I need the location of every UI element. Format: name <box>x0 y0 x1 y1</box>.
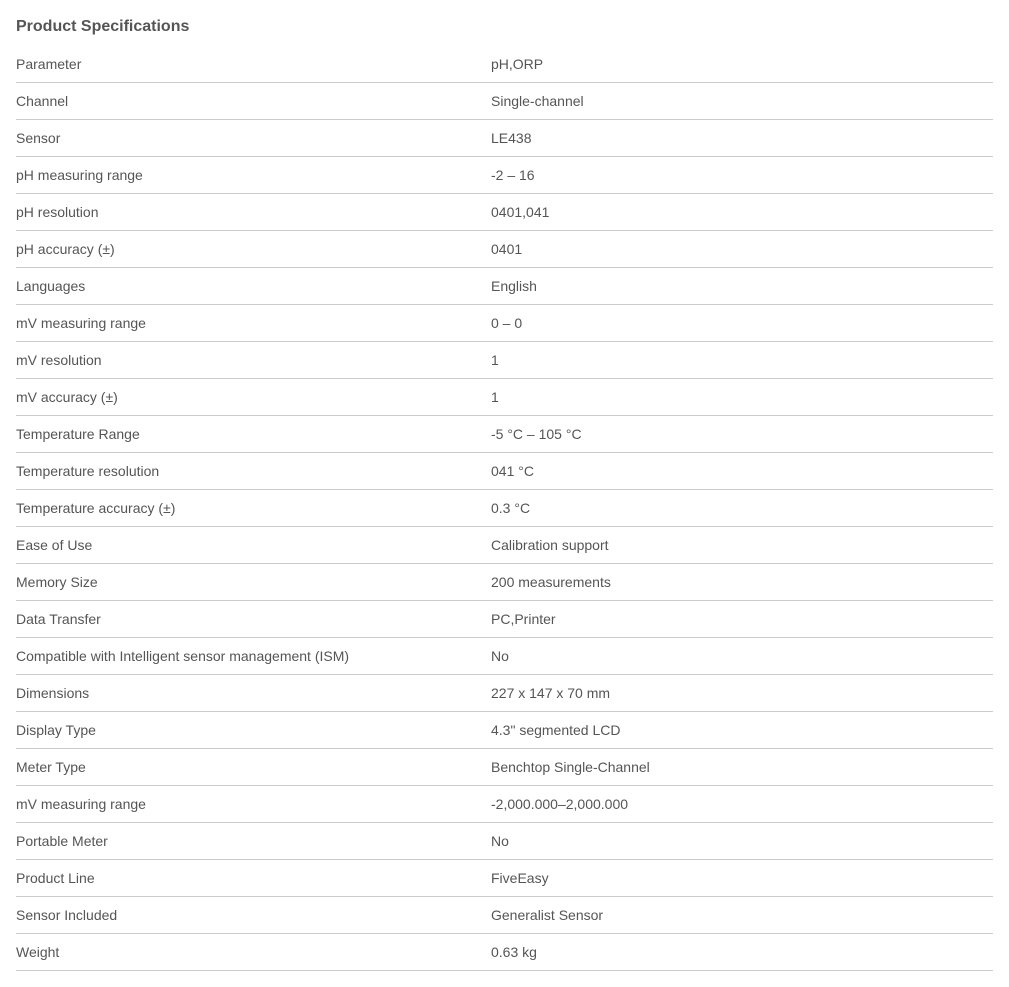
table-row <box>16 416 993 453</box>
spec-label: Temperature Range <box>16 416 491 453</box>
table-row <box>16 453 993 490</box>
spec-label: Weight <box>16 934 491 971</box>
table-row <box>16 120 993 157</box>
spec-value: Single-channel <box>491 83 993 120</box>
spec-label: Parameter <box>16 46 491 83</box>
spec-label: Product Line <box>16 860 491 897</box>
table-row <box>16 897 993 934</box>
spec-value: pH,ORP <box>491 46 993 83</box>
spec-value: 0 – 0 <box>491 305 993 342</box>
spec-value: FiveEasy <box>491 860 993 897</box>
spec-value: PC,Printer <box>491 601 993 638</box>
specifications-table-body <box>16 46 993 971</box>
spec-label: Portable Meter <box>16 823 491 860</box>
spec-label: Sensor Included <box>16 897 491 934</box>
spec-label: pH resolution <box>16 194 491 231</box>
spec-label: Channel <box>16 83 491 120</box>
spec-label: Ease of Use <box>16 527 491 564</box>
spec-label: Temperature accuracy (±) <box>16 490 491 527</box>
table-row <box>16 157 993 194</box>
table-row <box>16 342 993 379</box>
spec-value: No <box>491 638 993 675</box>
spec-label: Languages <box>16 268 491 305</box>
spec-label: pH accuracy (±) <box>16 231 491 268</box>
table-row <box>16 675 993 712</box>
table-row <box>16 638 993 675</box>
table-row <box>16 268 993 305</box>
spec-value: 1 <box>491 379 993 416</box>
spec-value: 0.63 kg <box>491 934 993 971</box>
spec-value: -2 – 16 <box>491 157 993 194</box>
spec-label: Temperature resolution <box>16 453 491 490</box>
table-row <box>16 860 993 897</box>
table-row <box>16 749 993 786</box>
spec-value: Generalist Sensor <box>491 897 993 934</box>
spec-value: -2,000.000–2,000.000 <box>491 786 993 823</box>
spec-value: -5 °C – 105 °C <box>491 416 993 453</box>
spec-label: mV accuracy (±) <box>16 379 491 416</box>
spec-label: Dimensions <box>16 675 491 712</box>
spec-value: Benchtop Single-Channel <box>491 749 993 786</box>
spec-value: 0401 <box>491 231 993 268</box>
spec-value: 4.3" segmented LCD <box>491 712 993 749</box>
spec-value: 0.3 °C <box>491 490 993 527</box>
table-row <box>16 194 993 231</box>
table-row <box>16 564 993 601</box>
table-row <box>16 712 993 749</box>
spec-label: Data Transfer <box>16 601 491 638</box>
spec-value: English <box>491 268 993 305</box>
spec-value: 041 °C <box>491 453 993 490</box>
spec-label: mV measuring range <box>16 786 491 823</box>
specifications-table <box>16 46 993 971</box>
spec-label: pH measuring range <box>16 157 491 194</box>
table-row <box>16 490 993 527</box>
table-row <box>16 379 993 416</box>
section-title: Product Specifications <box>16 18 190 35</box>
spec-value: LE438 <box>491 120 993 157</box>
table-row <box>16 601 993 638</box>
table-row <box>16 83 993 120</box>
spec-label: Compatible with Intelligent sensor management (ISM) <box>16 638 491 675</box>
table-row <box>16 786 993 823</box>
table-row <box>16 305 993 342</box>
spec-label: Meter Type <box>16 749 491 786</box>
table-row <box>16 527 993 564</box>
spec-value: 227 x 147 x 70 mm <box>491 675 993 712</box>
spec-label: Display Type <box>16 712 491 749</box>
spec-value: Calibration support <box>491 527 993 564</box>
spec-value: 0401,041 <box>491 194 993 231</box>
table-row <box>16 823 993 860</box>
spec-value: No <box>491 823 993 860</box>
table-row <box>16 231 993 268</box>
table-row <box>16 46 993 83</box>
spec-value: 200 measurements <box>491 564 993 601</box>
spec-label: Sensor <box>16 120 491 157</box>
spec-label: mV measuring range <box>16 305 491 342</box>
spec-label: Memory Size <box>16 564 491 601</box>
spec-value: 1 <box>491 342 993 379</box>
spec-label: mV resolution <box>16 342 491 379</box>
table-row <box>16 934 993 971</box>
